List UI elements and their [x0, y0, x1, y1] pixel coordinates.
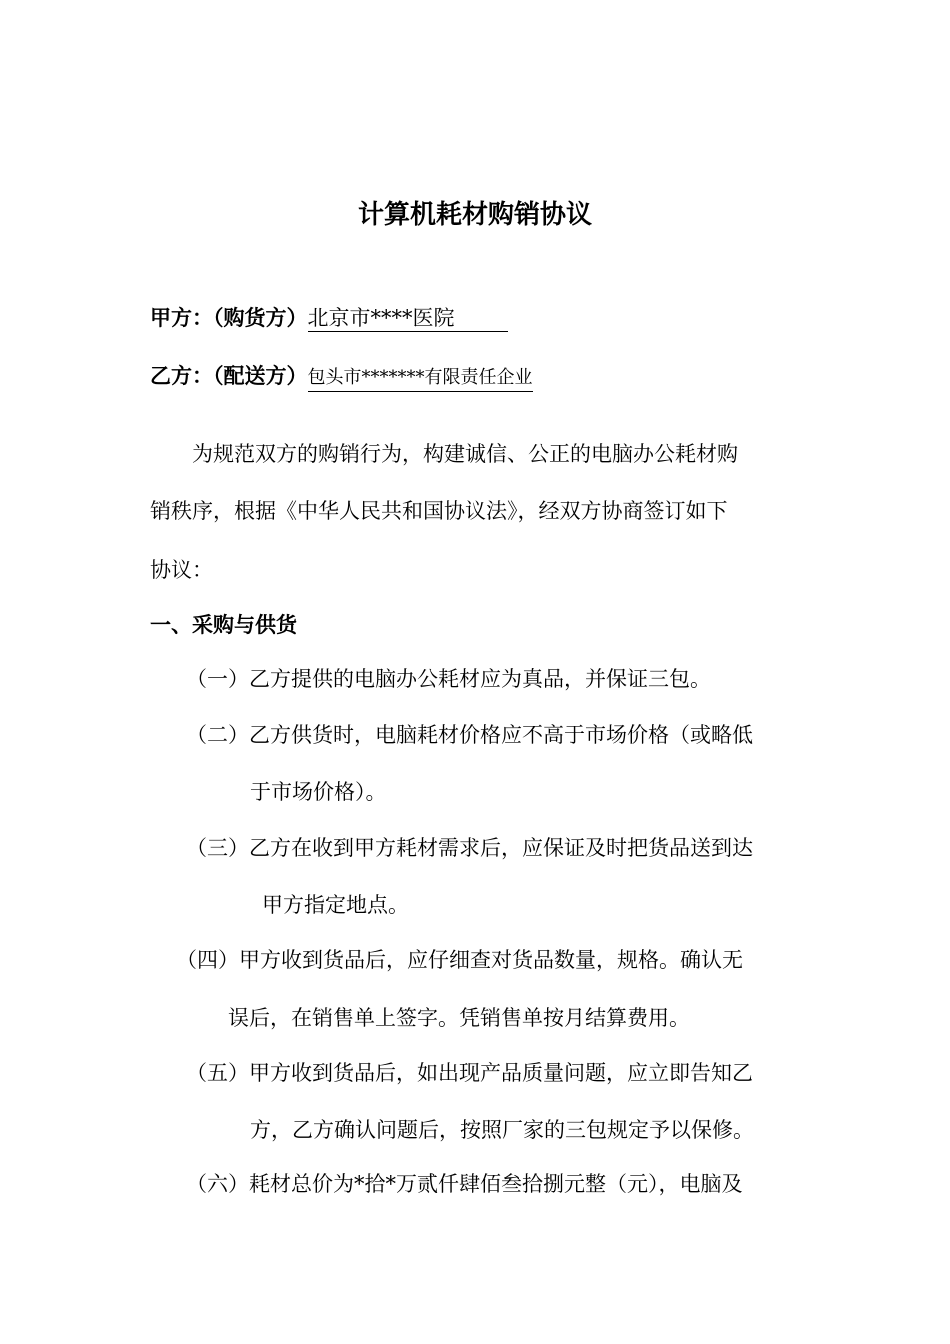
party-a-line: [150, 304, 508, 332]
intro-line-3: 协议：: [150, 558, 213, 582]
clause-1-line-1: （一）乙方提供的电脑办公耗材应为真品，并保证三包。: [186, 667, 711, 691]
intro-line-2: 销秩序，根据《中华人民共和国协议法》，经双方协商签订如下: [150, 499, 728, 523]
section-1-heading: 一、采购与供货: [150, 613, 297, 637]
clause-2-line-2: 于市场价格）。: [250, 780, 387, 804]
document-title: 计算机耗材购销协议: [357, 200, 592, 230]
party-a-value: 北京市****医院: [308, 306, 508, 332]
party-b-label: 乙方：（配送方）: [150, 364, 308, 388]
clause-2-line-1: （二）乙方供货时，电脑耗材价格应不高于市场价格（或略低: [186, 723, 753, 747]
party-b-value: 包头市*******有限责任企业: [308, 366, 533, 392]
clause-6-line-1: （六）耗材总价为*拾*万贰仟肆佰叁拾捌元整（元），电脑及: [186, 1172, 743, 1196]
intro-line-1: 为规范双方的购销行为，构建诚信、公正的电脑办公耗材购: [192, 442, 738, 466]
party-a-label: 甲方：（购货方）: [150, 306, 308, 330]
clause-3-line-1: （三）乙方在收到甲方耗材需求后，应保证及时把货品送到达: [186, 836, 753, 860]
clause-4-line-1: （四）甲方收到货品后，应仔细查对货品数量，规格。确认无: [176, 948, 743, 972]
clause-3-line-2: 甲方指定地点。: [262, 893, 409, 917]
clause-5-line-2: 方，乙方确认问题后，按照厂家的三包规定予以保修。: [250, 1118, 754, 1142]
party-b-line: [150, 362, 533, 392]
clause-4-line-2: 误后，在销售单上签字。凭销售单按月结算费用。: [228, 1006, 690, 1030]
clause-5-line-1: （五）甲方收到货品后，如出现产品质量问题，应立即告知乙: [186, 1061, 753, 1085]
